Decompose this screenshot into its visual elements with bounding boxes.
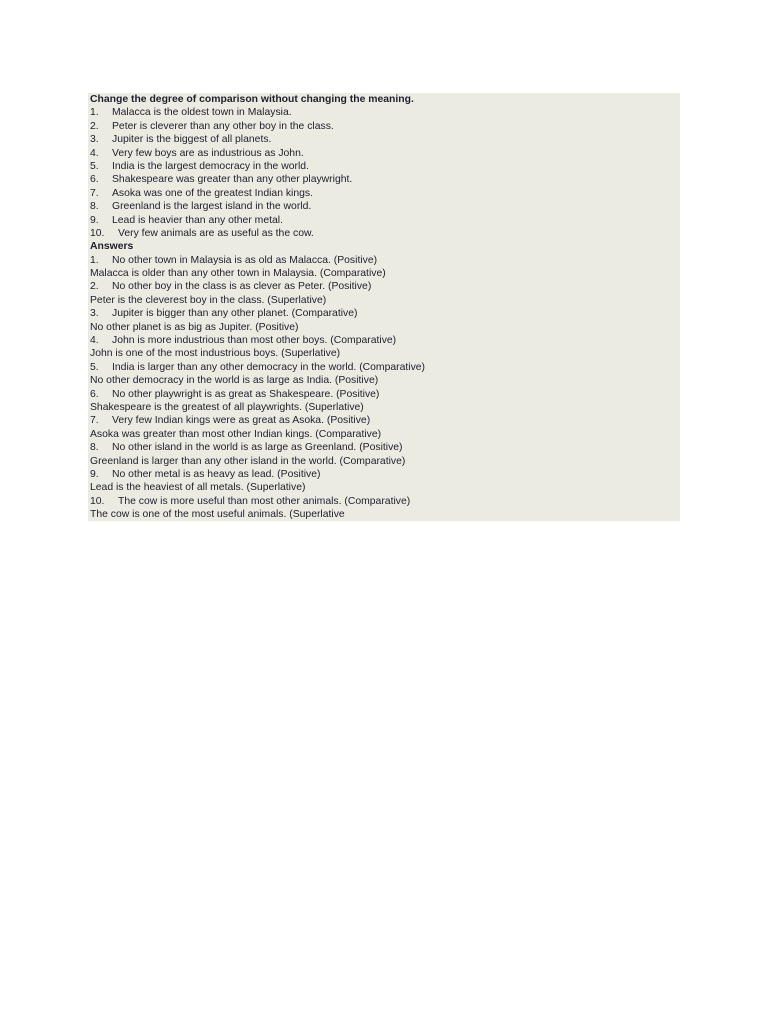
- question-text: Jupiter is the biggest of all planets.: [112, 134, 272, 146]
- answer-text: India is larger than any other democracy in the world. (Comparative): [112, 361, 426, 373]
- answer-line: [90, 334, 680, 347]
- answer-line: No other democracy in the world is as large as India. (Positive): [90, 375, 379, 387]
- answer-number: 4.: [90, 335, 99, 347]
- answer-line: [90, 495, 680, 508]
- answer-number: 8.: [90, 442, 99, 454]
- question-number: 2.: [90, 120, 99, 132]
- answer-text: Very few Indian kings were as great as Asoka. (Positive): [112, 415, 371, 427]
- question-number: 5.: [90, 160, 99, 172]
- answer-line: Peter is the cleverest boy in the class. (Superlative): [90, 294, 327, 306]
- question-item: [90, 227, 680, 240]
- question-text: Asoka was one of the greatest Indian kings.: [112, 187, 314, 199]
- question-text: Malacca is the oldest town in Malaysia.: [112, 107, 292, 119]
- question-text: Shakespeare was greater than any other playwright.: [112, 174, 353, 186]
- question-item: [90, 133, 680, 146]
- answer-text: No other town in Malaysia is as old as Malacca. (Positive): [112, 254, 378, 266]
- answer-line: No other planet is as big as Jupiter. (Positive): [90, 321, 299, 333]
- answer-number: 1.: [90, 254, 99, 266]
- answer-line: [90, 280, 680, 293]
- question-text: Peter is cleverer than any other boy in the class.: [112, 120, 334, 132]
- exercise-text-block: [88, 93, 680, 521]
- exercise-title: Change the degree of comparison without changing the meaning.: [90, 94, 414, 105]
- answer-number: 10.: [90, 495, 105, 507]
- question-item: [90, 147, 680, 160]
- answer-number: 7.: [90, 415, 99, 427]
- question-number: 4.: [90, 147, 99, 159]
- question-text: Lead is heavier than any other metal.: [112, 214, 283, 226]
- answer-line: [90, 307, 680, 320]
- question-item: [90, 160, 680, 173]
- question-item: [90, 106, 680, 119]
- answer-number: 5.: [90, 361, 99, 373]
- answer-line: Asoka was greater than most other Indian kings. (Comparative): [90, 428, 382, 440]
- answer-line: Greenland is larger than any other island in the world. (Comparative): [90, 455, 406, 467]
- answer-text: No other island in the world is as large as Greenland. (Positive): [112, 442, 403, 454]
- answer-text: No other boy in the class is as clever as Peter. (Positive): [112, 281, 372, 293]
- answer-line: [90, 414, 680, 427]
- answer-line: [90, 468, 680, 481]
- answer-number: 6.: [90, 388, 99, 400]
- answer-text: No other metal is as heavy as lead. (Positive): [112, 468, 321, 480]
- answer-line: [90, 441, 680, 454]
- answer-line: John is one of the most industrious boys. (Superlative): [90, 348, 341, 360]
- answer-line: Shakespeare is the greatest of all playwrights. (Superlative): [90, 401, 364, 413]
- answer-line: Lead is the heaviest of all metals. (Superlative): [90, 482, 306, 494]
- answer-number: 2.: [90, 281, 99, 293]
- answer-number: 3.: [90, 308, 99, 320]
- answer-text: No other playwright is as great as Shakespeare. (Positive): [112, 388, 380, 400]
- answer-line: The cow is one of the most useful animals. (Superlative: [90, 509, 345, 521]
- question-item: [90, 187, 680, 200]
- question-item: [90, 173, 680, 186]
- answer-line: [90, 388, 680, 401]
- question-text: Very few animals are as useful as the cow.: [118, 227, 314, 239]
- question-number: 6.: [90, 174, 99, 186]
- answers-heading: Answers: [90, 241, 134, 253]
- question-number: 7.: [90, 187, 99, 199]
- question-item: [90, 120, 680, 133]
- answer-number: 9.: [90, 468, 99, 480]
- answer-line: [90, 361, 680, 374]
- answer-line: Malacca is older than any other town in Malaysia. (Comparative): [90, 268, 386, 280]
- question-text: Very few boys are as industrious as John.: [112, 147, 304, 159]
- question-text: India is the largest democracy in the world.: [112, 160, 309, 172]
- question-number: 8.: [90, 201, 99, 213]
- question-text: Greenland is the largest island in the world.: [112, 201, 312, 213]
- question-item: [90, 200, 680, 213]
- question-number: 1.: [90, 107, 99, 119]
- question-number: 10.: [90, 227, 105, 239]
- answer-text: The cow is more useful than most other animals. (Comparative): [118, 495, 411, 507]
- answer-text: Jupiter is bigger than any other planet. (Comparative): [112, 308, 358, 320]
- question-number: 9.: [90, 214, 99, 226]
- question-number: 3.: [90, 134, 99, 146]
- question-item: [90, 214, 680, 227]
- answer-line: [90, 254, 680, 267]
- answer-text: John is more industrious than most other boys. (Comparative): [112, 335, 397, 347]
